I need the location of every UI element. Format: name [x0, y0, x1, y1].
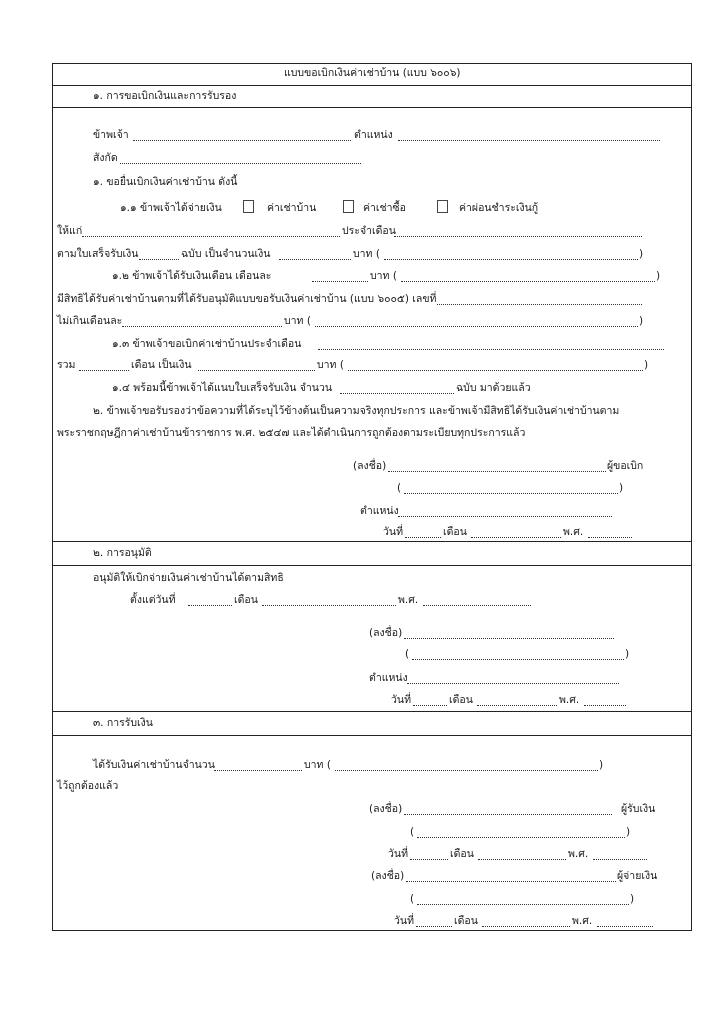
approve-text: อนุมัติให้เบิกจ่ายเงินค่าเช่าบ้านได้ตามสิทธิ — [93, 572, 284, 584]
item-1-1-label: ๑.๑ ข้าพเจ้าได้จ่ายเงิน — [120, 202, 222, 214]
section1-heading: ๑. การขอเบิกเงินและการรับรอง — [93, 90, 237, 102]
requester-day-field[interactable] — [405, 537, 441, 538]
requester-date-label: วันที่ — [383, 526, 403, 538]
total-words-field[interactable] — [348, 370, 643, 371]
received-label: ได้รับเงินค่าเช่าบ้านจำนวน — [93, 759, 215, 771]
payer-month-field[interactable] — [482, 926, 570, 927]
approver-position-field[interactable] — [407, 683, 619, 684]
amount-field[interactable] — [279, 259, 351, 260]
payer-month-label: เดือน — [454, 915, 478, 927]
total-baht-label: บาท ( — [317, 359, 344, 371]
approver-printed-name-field[interactable] — [412, 659, 624, 660]
not-exceed-label: ไม่เกินเดือนละ — [57, 315, 123, 327]
from-date-label: ตั้งแต่วันที่ — [130, 594, 176, 606]
section1-heading-divider — [52, 107, 692, 108]
approver-year-field[interactable] — [584, 705, 626, 706]
from-year-field[interactable] — [423, 605, 531, 606]
form-frame — [52, 63, 692, 931]
requester-close-paren: ) — [619, 482, 624, 494]
total-months-field[interactable] — [79, 370, 129, 371]
section2-heading: ๒. การอนุมัติ — [93, 547, 152, 559]
receiver-label: ผู้รับเงิน — [621, 803, 656, 815]
checkbox-loan[interactable] — [437, 200, 448, 213]
approver-day-field[interactable] — [413, 705, 447, 706]
payer-printed-name-field[interactable] — [417, 904, 629, 905]
claim-month-field[interactable] — [318, 349, 664, 350]
title-divider — [52, 85, 692, 86]
receiver-printed-name-field[interactable] — [417, 837, 625, 838]
item-1-4-suffix: ฉบับ มาด้วยแล้ว — [456, 382, 531, 394]
total-close-paren: ) — [644, 359, 649, 371]
receiver-open-paren: ( — [410, 826, 415, 838]
position-field[interactable] — [398, 140, 660, 141]
item-1-3-label: ๑.๓ ข้าพเจ้าขอเบิกค่าเช่าบ้านประจำเดือน — [112, 338, 302, 350]
total-label: รวม — [57, 359, 76, 371]
total-amount-field[interactable] — [198, 370, 315, 371]
entitled-label: มีสิทธิได้รับค่าเช่าบ้านตามที่ได้รับอนุมัติแบบขอรับเงินค่าเช่าบ้าน (แบบ ๖๐๐๕) เลขที่ — [57, 293, 437, 305]
salary-baht-label: บาท ( — [370, 270, 397, 282]
requester-month-label: เดือน — [443, 526, 467, 538]
from-month-label: เดือน — [234, 594, 258, 606]
approval-number-field[interactable] — [437, 304, 642, 305]
approver-open-paren: ( — [405, 648, 410, 660]
received-words-field[interactable] — [335, 770, 598, 771]
salary-field[interactable] — [312, 281, 368, 282]
section3-top-divider — [52, 711, 692, 712]
max-monthly-field[interactable] — [122, 326, 282, 327]
approver-position-label: ตำแหน่ง — [369, 672, 408, 684]
option-rent-label: ค่าเช่าบ้าน — [267, 202, 317, 214]
salary-close-paren: ) — [656, 270, 661, 282]
receiver-year-field[interactable] — [593, 859, 647, 860]
receiver-year-label: พ.ศ. — [568, 848, 589, 860]
receiver-close-paren: ) — [626, 826, 631, 838]
salary-words-field[interactable] — [401, 281, 655, 282]
correct-label: ไว้ถูกต้องแล้ว — [57, 780, 119, 792]
affiliation-label: สังกัด — [93, 152, 118, 164]
received-amount-field[interactable] — [214, 770, 302, 771]
requester-year-label: พ.ศ. — [563, 526, 584, 538]
approver-date-label: วันที่ — [391, 694, 411, 706]
receiver-day-field[interactable] — [410, 859, 448, 860]
requester-printed-name-field[interactable] — [404, 493, 618, 494]
to-label: ให้แก่ — [57, 225, 83, 237]
requester-sign-label: (ลงชื่อ) — [353, 460, 387, 472]
receiver-date-label: วันที่ — [388, 848, 408, 860]
received-baht-label: บาท ( — [304, 759, 331, 771]
checkbox-rent[interactable] — [243, 200, 254, 213]
attached-receipts-field[interactable] — [340, 393, 454, 394]
max-close-paren: ) — [639, 315, 644, 327]
section3-heading-divider — [52, 735, 692, 736]
receiver-month-field[interactable] — [478, 859, 566, 860]
affiliation-field[interactable] — [120, 163, 361, 164]
section2-top-divider — [52, 541, 692, 542]
close-paren: ) — [639, 248, 644, 260]
payer-signature-field[interactable] — [406, 881, 616, 882]
receiver-signature-field[interactable] — [404, 814, 612, 815]
from-month-field[interactable] — [262, 605, 396, 606]
requester-position-label: ตำแหน่ง — [360, 505, 399, 517]
from-year-label: พ.ศ. — [398, 594, 419, 606]
max-words-field[interactable] — [315, 326, 638, 327]
checkbox-purchase[interactable] — [343, 200, 354, 213]
certify-line2: พระราชกฤษฎีกาค่าเช่าบ้านข้าราชการ พ.ศ. ๒๕๔๗ และได้ดำเนินการถูกต้องตามระเบียบทุกประการแล้ว — [57, 427, 526, 439]
requester-position-field[interactable] — [398, 516, 612, 517]
requester-month-field[interactable] — [471, 537, 561, 538]
requester-year-field[interactable] — [588, 537, 632, 538]
section3-heading: ๓. การรับเงิน — [93, 717, 153, 729]
payer-year-field[interactable] — [597, 926, 653, 927]
baht-label: บาท ( — [353, 248, 380, 260]
for-month-label: ประจำเดือน — [342, 225, 396, 237]
from-day-field[interactable] — [188, 605, 232, 606]
receipt-count-field[interactable] — [139, 259, 179, 260]
payer-open-paren: ( — [410, 893, 415, 905]
section2-heading-divider — [52, 565, 692, 566]
requester-open-paren: ( — [397, 482, 402, 494]
receiver-month-label: เดือน — [450, 848, 474, 860]
approver-year-label: พ.ศ. — [559, 694, 580, 706]
request-heading: ๑. ขอยื่นเบิกเงินค่าเช่าบ้าน ดังนี้ — [93, 176, 238, 188]
for-month-field[interactable] — [394, 236, 642, 237]
receiver-sign-label: (ลงชื่อ) — [369, 803, 403, 815]
requester-label: ผู้ขอเบิก — [607, 460, 644, 472]
payer-close-paren: ) — [630, 893, 635, 905]
option-purchase-label: ค่าเช่าซื้อ — [363, 202, 406, 214]
item-1-4-prefix: ๑.๔ พร้อมนี้ข้าพเจ้าได้แนบใบเสร็จรับเงิน จำนวน — [112, 382, 333, 394]
payer-date-label: วันที่ — [394, 915, 414, 927]
receipt-label: ตามใบเสร็จรับเงิน — [57, 248, 139, 260]
item-1-2-label: ๑.๒ ข้าพเจ้าได้รับเงินเดือน เดือนละ — [112, 270, 272, 282]
option-loan-label: ค่าผ่อนชำระเงินกู้ — [459, 202, 539, 214]
approver-month-label: เดือน — [449, 694, 473, 706]
payer-year-label: พ.ศ. — [572, 915, 593, 927]
payer-day-field[interactable] — [416, 926, 452, 927]
copies-amount-label: ฉบับ เป็นจำนวนเงิน — [181, 248, 271, 260]
months-amount-label: เดือน เป็นเงิน — [131, 359, 192, 371]
payer-label: ผู้จ่ายเงิน — [617, 870, 658, 882]
payer-sign-label: (ลงชื่อ) — [371, 870, 405, 882]
applicant-label: ข้าพเจ้า — [93, 129, 129, 141]
approver-signature-field[interactable] — [404, 638, 614, 639]
position-label: ตำแหน่ง — [354, 129, 393, 141]
approver-month-field[interactable] — [477, 705, 557, 706]
requester-signature-field[interactable] — [388, 471, 606, 472]
max-baht-label: บาท ( — [284, 315, 311, 327]
approver-sign-label: (ลงชื่อ) — [369, 627, 403, 639]
amount-words-field[interactable] — [384, 259, 638, 260]
applicant-name-field[interactable] — [133, 140, 351, 141]
received-close-paren: ) — [599, 759, 604, 771]
form-title: แบบขอเบิกเงินค่าเช่าบ้าน (แบบ ๖๐๐๖) — [284, 67, 461, 79]
approver-close-paren: ) — [625, 648, 630, 660]
payee-field[interactable] — [82, 236, 340, 237]
certify-line1: ๒. ข้าพเจ้าขอรับรองว่าข้อความที่ได้ระบุไว้ข้างต้นเป็นความจริงทุกประการ และข้าพเจ้ามีสิทธิได้รับเงินค่าเช่าบ้านตาม — [93, 405, 620, 417]
